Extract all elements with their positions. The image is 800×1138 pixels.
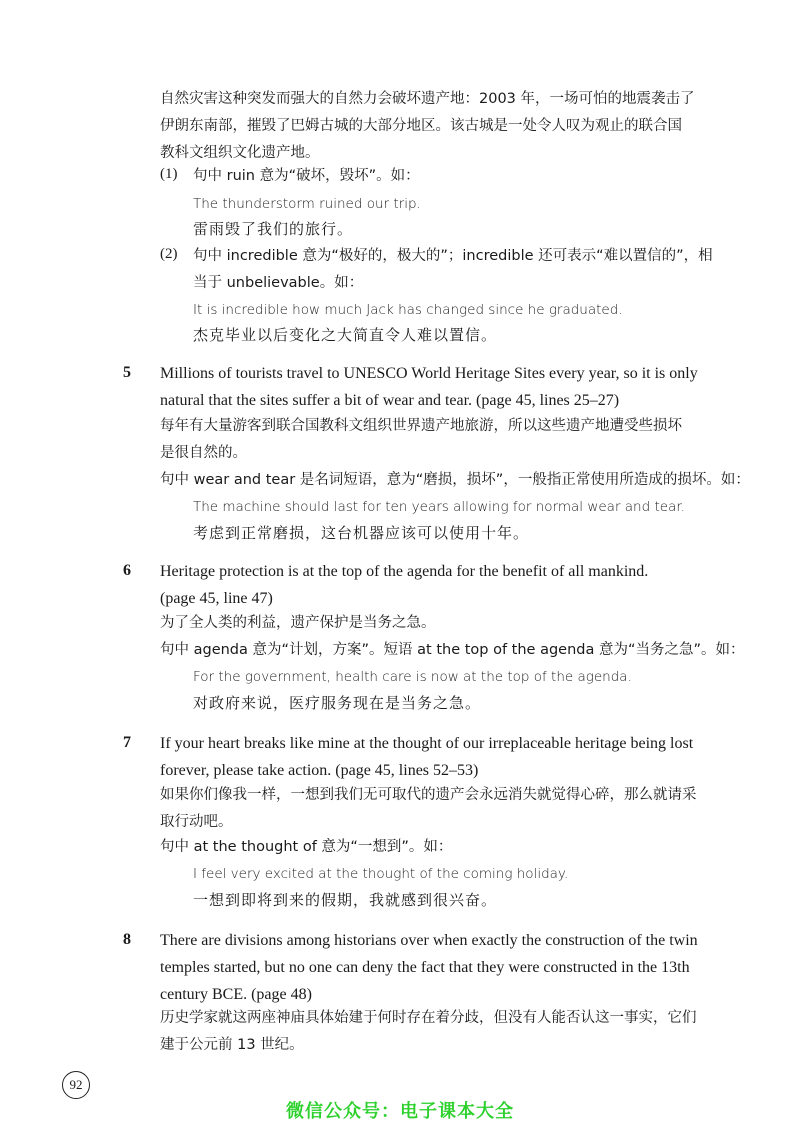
intro-line: 伊朗东南部，摧毁了巴姆古城的大部分地区。该古城是一处令人叹为观止的联合国 xyxy=(160,118,682,134)
item-5-note: 句中 wear and tear 是名词短语，意为“磨损，损坏”，一般指正常使用所造成的损坏。如： xyxy=(160,472,750,488)
english-line: (page 45, line 47) xyxy=(160,590,273,607)
english-line: forever, please take action. (page 45, lines 52–53) xyxy=(160,762,479,779)
example-english: It is incredible how much Jack has changed since he graduated. xyxy=(193,302,623,318)
english-line: If your heart breaks like mine at the thought of our irreplaceable heritage being lost xyxy=(160,735,694,752)
item-number: 5 xyxy=(123,364,131,381)
example-chinese: 一想到即将到来的假期，我就感到很兴奋。 xyxy=(193,891,498,909)
example-english: For the government, health care is now at the top of the agenda. xyxy=(193,669,632,685)
example-chinese: 对政府来说，医疗服务现在是当务之急。 xyxy=(193,694,482,712)
chinese-line: 建于公元前 13 世纪。 xyxy=(160,1037,304,1053)
chinese-line: 如果你们像我一样，一想到我们无可取代的遗产会永远消失就觉得心碎，那么就请采 xyxy=(160,787,697,803)
sub-point-line: 句中 incredible 意为“极好的，极大的”；incredible 还可表示“难以置信的”，相 xyxy=(193,248,713,264)
intro-line: 自然灾害这种突发而强大的自然力会破坏遗产地：2003 年，一场可怕的地震袭击了 xyxy=(160,91,695,107)
english-line: Heritage protection is at the top of the agenda for the benefit of all mankind. xyxy=(160,563,649,580)
intro-line: 教科文组织文化遗产地。 xyxy=(160,145,320,161)
english-line: There are divisions among historians over when exactly the construction of the twin xyxy=(160,932,698,949)
sub-point-number: (2) xyxy=(160,246,178,262)
english-line: temples started, but no one can deny the fact that they were constructed in the 13th xyxy=(160,959,690,976)
chinese-line: 历史学家就这两座神庙具体始建于何时存在着分歧，但没有人能否认这一事实，它们 xyxy=(160,1010,697,1026)
sub-point-2-text xyxy=(193,243,718,297)
item-8-english xyxy=(160,927,730,1008)
item-7-english xyxy=(160,730,730,784)
item-8-chinese xyxy=(160,1005,720,1059)
example-english: I feel very excited at the thought of the coming holiday. xyxy=(193,866,569,882)
footer-watermark: 微信公众号：电子课本大全 xyxy=(286,1101,514,1122)
item-5-chinese xyxy=(160,413,720,467)
english-line: Millions of tourists travel to UNESCO World Heritage Sites every year, so it is only xyxy=(160,365,698,382)
item-number: 6 xyxy=(123,562,131,579)
item-6-english xyxy=(160,558,730,612)
chinese-line: 每年有大量游客到联合国教科文组织世界遗产地旅游，所以这些遗产地遭受些损坏 xyxy=(160,418,682,434)
item-7-chinese xyxy=(160,782,720,836)
item-number: 7 xyxy=(123,734,131,751)
item-number: 8 xyxy=(123,931,131,948)
example-chinese: 杰克毕业以后变化之大简直令人难以置信。 xyxy=(193,326,498,344)
example-english: The thunderstorm ruined our trip. xyxy=(193,196,421,212)
intro-paragraph xyxy=(160,86,720,167)
item-5-english xyxy=(160,360,730,414)
sub-point-line: 当于 unbelievable。如： xyxy=(193,275,364,291)
chinese-line: 是很自然的。 xyxy=(160,445,247,461)
example-chinese: 雷雨毁了我们的旅行。 xyxy=(193,220,354,238)
sub-point-1-text: 句中 ruin 意为“破坏，毁坏”。如： xyxy=(193,168,420,184)
english-line: century BCE. (page 48) xyxy=(160,986,312,1003)
english-line: natural that the sites suffer a bit of wear and tear. (page 45, lines 25–27) xyxy=(160,392,620,409)
chinese-line: 取行动吧。 xyxy=(160,814,233,830)
example-chinese: 考虑到正常磨损，这台机器应该可以使用十年。 xyxy=(193,524,530,542)
example-english: The machine should last for ten years allowing for normal wear and tear. xyxy=(193,499,685,515)
item-7-note: 句中 at the thought of 意为“一想到”。如： xyxy=(160,839,453,855)
item-6-chinese: 为了全人类的利益，遗产保护是当务之急。 xyxy=(160,615,436,631)
page-number: 92 xyxy=(62,1071,90,1099)
sub-point-number: (1) xyxy=(160,166,178,182)
item-6-note: 句中 agenda 意为“计划，方案”。短语 at the top of the agenda 意为“当务之急”。如： xyxy=(160,642,745,658)
